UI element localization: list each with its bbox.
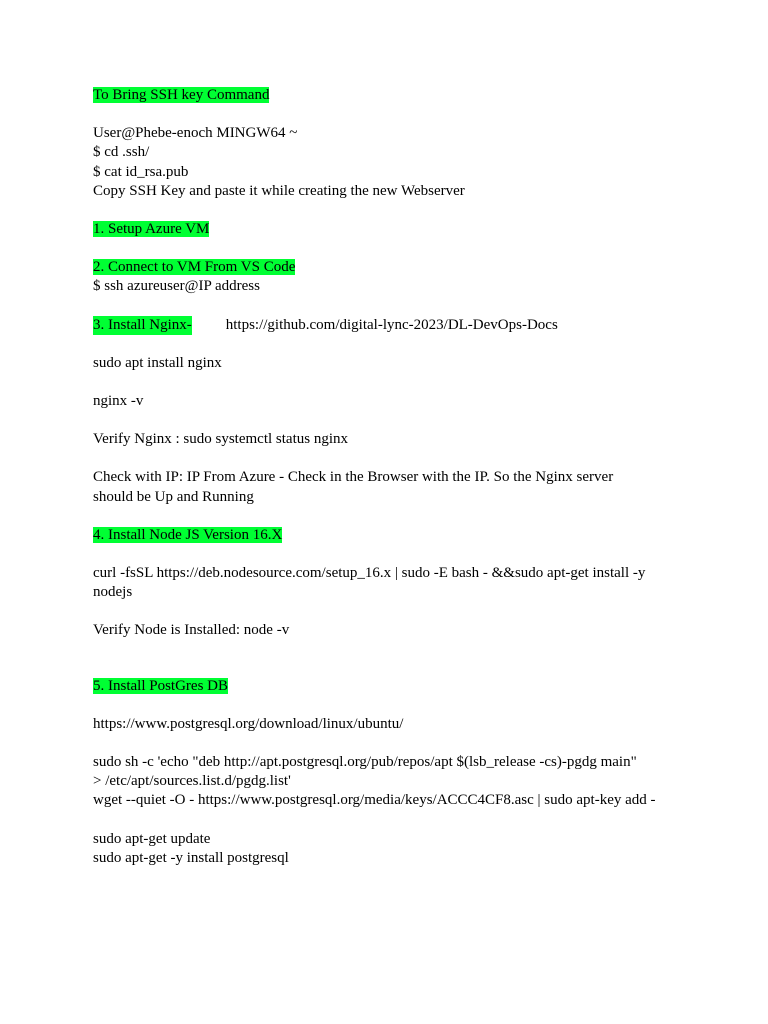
step5-install: sudo apt-get -y install postgresql bbox=[93, 849, 289, 866]
step3-verify: Verify Nginx : sudo systemctl status nginx bbox=[93, 431, 348, 448]
step4-verify: Verify Node is Installed: node -v bbox=[93, 622, 290, 639]
ssh-line-prompt: User@Phebe-enoch MINGW64 ~ bbox=[93, 125, 298, 142]
step5-wget: wget --quiet -O - https://www.postgresql.org/media/keys/ACCC4CF8.asc | sudo apt-key add - bbox=[93, 792, 656, 809]
ssh-line-cat: $ cat id_rsa.pub bbox=[93, 163, 189, 180]
step4-curl-line1: curl -fsSL https://deb.nodesource.com/setup_16.x | sudo -E bash - &&sudo apt-get install -y bbox=[93, 565, 646, 582]
step3-url: https://github.com/digital-lync-2023/DL-DevOps-Docs bbox=[225, 316, 558, 333]
ssh-line-cd: $ cd .ssh/ bbox=[93, 144, 150, 161]
step3-heading: 3. Install Nginx- bbox=[93, 316, 192, 335]
step5-update: sudo apt-get update bbox=[93, 830, 211, 847]
step5-heading: 5. Install PostGres DB bbox=[93, 677, 228, 694]
step5-sh-line2: > /etc/apt/sources.list.d/pgdg.list' bbox=[93, 773, 291, 790]
document-page bbox=[93, 86, 693, 868]
step2-command: $ ssh azureuser@IP address bbox=[93, 278, 260, 295]
step3-check-line1: Check with IP: IP From Azure - Check in the Browser with the IP. So the Nginx server bbox=[93, 469, 614, 486]
step3-check-line2: should be Up and Running bbox=[93, 488, 254, 505]
step2-heading: 2. Connect to VM From VS Code bbox=[93, 259, 296, 276]
step3-heading-row bbox=[93, 316, 693, 335]
step3-version: nginx -v bbox=[93, 393, 144, 410]
step4-heading: 4. Install Node JS Version 16.X bbox=[93, 526, 283, 543]
step3-install: sudo apt install nginx bbox=[93, 354, 222, 371]
step4-curl-line2: nodejs bbox=[93, 584, 133, 601]
step5-sh-line1: sudo sh -c 'echo "deb http://apt.postgresql.org/pub/repos/apt $(lsb_release -cs)-pgdg main" bbox=[93, 754, 637, 771]
ssh-heading: To Bring SSH key Command bbox=[93, 87, 270, 103]
step1-heading: 1. Setup Azure VM bbox=[93, 221, 210, 238]
step5-url: https://www.postgresql.org/download/linux/ubuntu/ bbox=[93, 715, 404, 732]
ssh-line-instruction: Copy SSH Key and paste it while creating the new Webserver bbox=[93, 182, 465, 199]
